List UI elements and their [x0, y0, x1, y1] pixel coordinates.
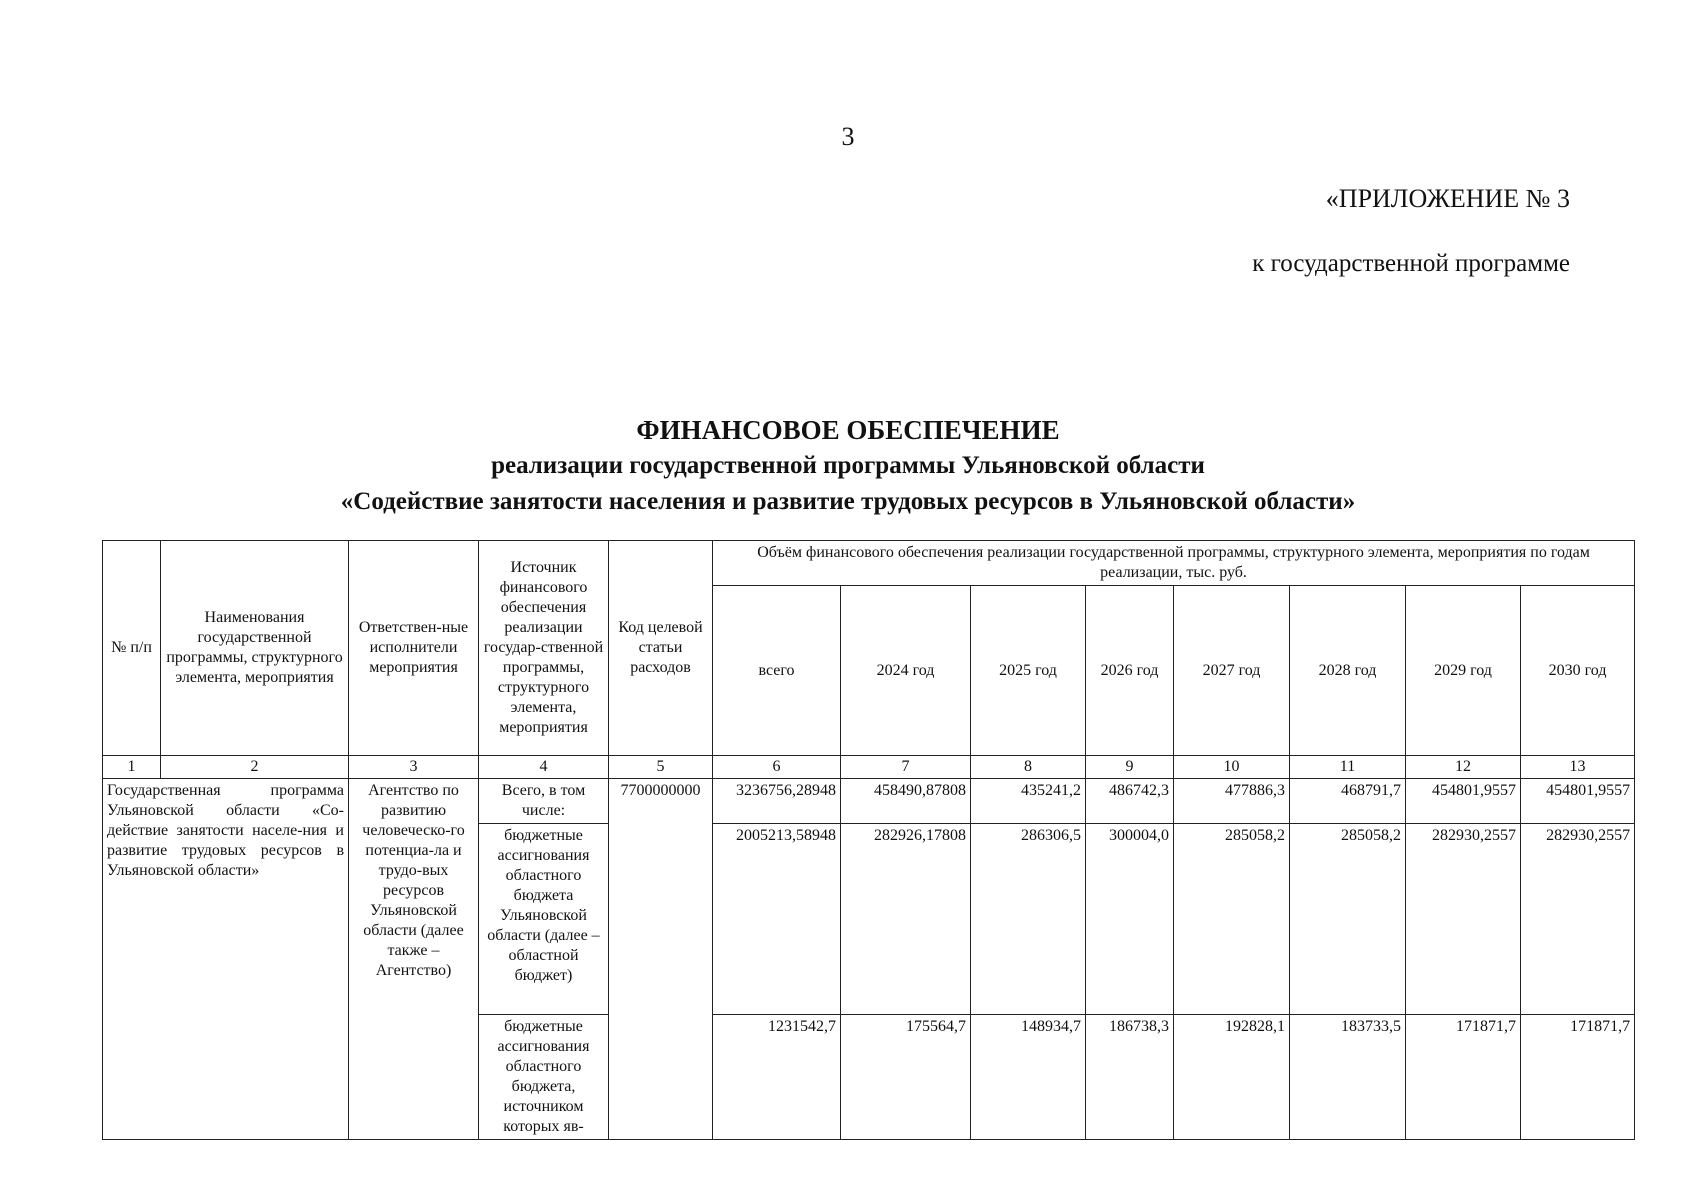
value-cell: 148934,7 [971, 1015, 1086, 1140]
value-cell: 282930,2557 [1521, 824, 1635, 1015]
source-cell: бюджетные ассигнования областного бюджета Ульяновской области (далее – областной бюджет) [479, 824, 609, 1015]
value-cell: 183733,5 [1290, 1015, 1406, 1140]
financing-table [102, 540, 1635, 1140]
value-cell: 286306,5 [971, 824, 1086, 1015]
source-cell: Всего, в том числе: [479, 779, 609, 824]
column-number: 5 [609, 756, 713, 779]
header-year-2025: 2025 год [971, 586, 1086, 756]
value-cell: 171871,7 [1521, 1015, 1635, 1140]
value-cell: 435241,2 [971, 779, 1086, 824]
header-executors: Ответствен-ные исполнители мероприятия [349, 541, 479, 756]
source-cell: бюджетные ассигнования областного бюджета, источником которых яв- [479, 1015, 609, 1140]
column-number: 13 [1521, 756, 1635, 779]
document-title [0, 412, 1696, 520]
value-cell: 192828,1 [1174, 1015, 1290, 1140]
value-cell: 300004,0 [1086, 824, 1174, 1015]
header-year-2030: 2030 год [1521, 586, 1635, 756]
program-executor: Агентство по развитию человеческо-го потенциа-ла и трудо-вых ресурсов Ульяновской области (далее также – Агентство) [349, 779, 479, 1140]
value-cell: 1231542,7 [713, 1015, 841, 1140]
header-code: Код целевой статьи расходов [609, 541, 713, 756]
value-cell: 3236756,28948 [713, 779, 841, 824]
value-cell: 454801,9557 [1521, 779, 1635, 824]
header-row-1 [103, 541, 1635, 586]
value-cell: 285058,2 [1290, 824, 1406, 1015]
header-year-2029: 2029 год [1406, 586, 1521, 756]
program-name: Государственная программа Ульяновской области «Со-действие занятости населе-ния и развитие трудовых ресурсов в Ульяновской области» [103, 779, 349, 1140]
column-number: 3 [349, 756, 479, 779]
value-cell: 282930,2557 [1406, 824, 1521, 1015]
column-number: 4 [479, 756, 609, 779]
column-number: 1 [103, 756, 161, 779]
value-cell: 282926,17808 [841, 824, 971, 1015]
header-year-total: всего [713, 586, 841, 756]
appendix-title: «ПРИЛОЖЕНИЕ № 3 [1325, 184, 1570, 213]
header-year-2024: 2024 год [841, 586, 971, 756]
value-cell: 468791,7 [1290, 779, 1406, 824]
header-year-2028: 2028 год [1290, 586, 1406, 756]
column-number: 11 [1290, 756, 1406, 779]
header-year-2027: 2027 год [1174, 586, 1290, 756]
column-number: 10 [1174, 756, 1290, 779]
value-cell: 486742,3 [1086, 779, 1174, 824]
column-number-row [103, 756, 1635, 779]
value-cell: 458490,87808 [841, 779, 971, 824]
column-number: 12 [1406, 756, 1521, 779]
value-cell: 454801,9557 [1406, 779, 1521, 824]
column-number: 6 [713, 756, 841, 779]
title-line-3: «Содействие занятости населения и развитие трудовых ресурсов в Ульяновской области» [340, 488, 1356, 515]
header-source: Источник финансового обеспечения реализации государ-ственной программы, структурного элемента, мероприятия [479, 541, 609, 756]
table-row [103, 779, 1635, 824]
column-number: 9 [1086, 756, 1174, 779]
value-cell: 175564,7 [841, 1015, 971, 1140]
value-cell: 285058,2 [1174, 824, 1290, 1015]
title-main: ФИНАНСОВОЕ ОБЕСПЕЧЕНИЕ [636, 415, 1060, 445]
header-volume-group: Объём финансового обеспечения реализации государственной программы, структурного элемента, мероприятия по годам реализации, тыс. руб. [713, 541, 1635, 586]
column-number: 7 [841, 756, 971, 779]
header-num: № п/п [103, 541, 161, 756]
page-number: 3 [841, 122, 855, 151]
appendix-subtitle: к государственной программе [1252, 250, 1570, 277]
title-line-2: реализации государственной программы Ульяновской области [491, 452, 1205, 479]
header-name: Наименования государственной программы, структурного элемента, мероприятия [161, 541, 349, 756]
value-cell: 186738,3 [1086, 1015, 1174, 1140]
column-number: 8 [971, 756, 1086, 779]
program-code: 7700000000 [609, 779, 713, 1140]
column-number: 2 [161, 756, 349, 779]
value-cell: 477886,3 [1174, 779, 1290, 824]
header-year-2026: 2026 год [1086, 586, 1174, 756]
value-cell: 171871,7 [1406, 1015, 1521, 1140]
value-cell: 2005213,58948 [713, 824, 841, 1015]
